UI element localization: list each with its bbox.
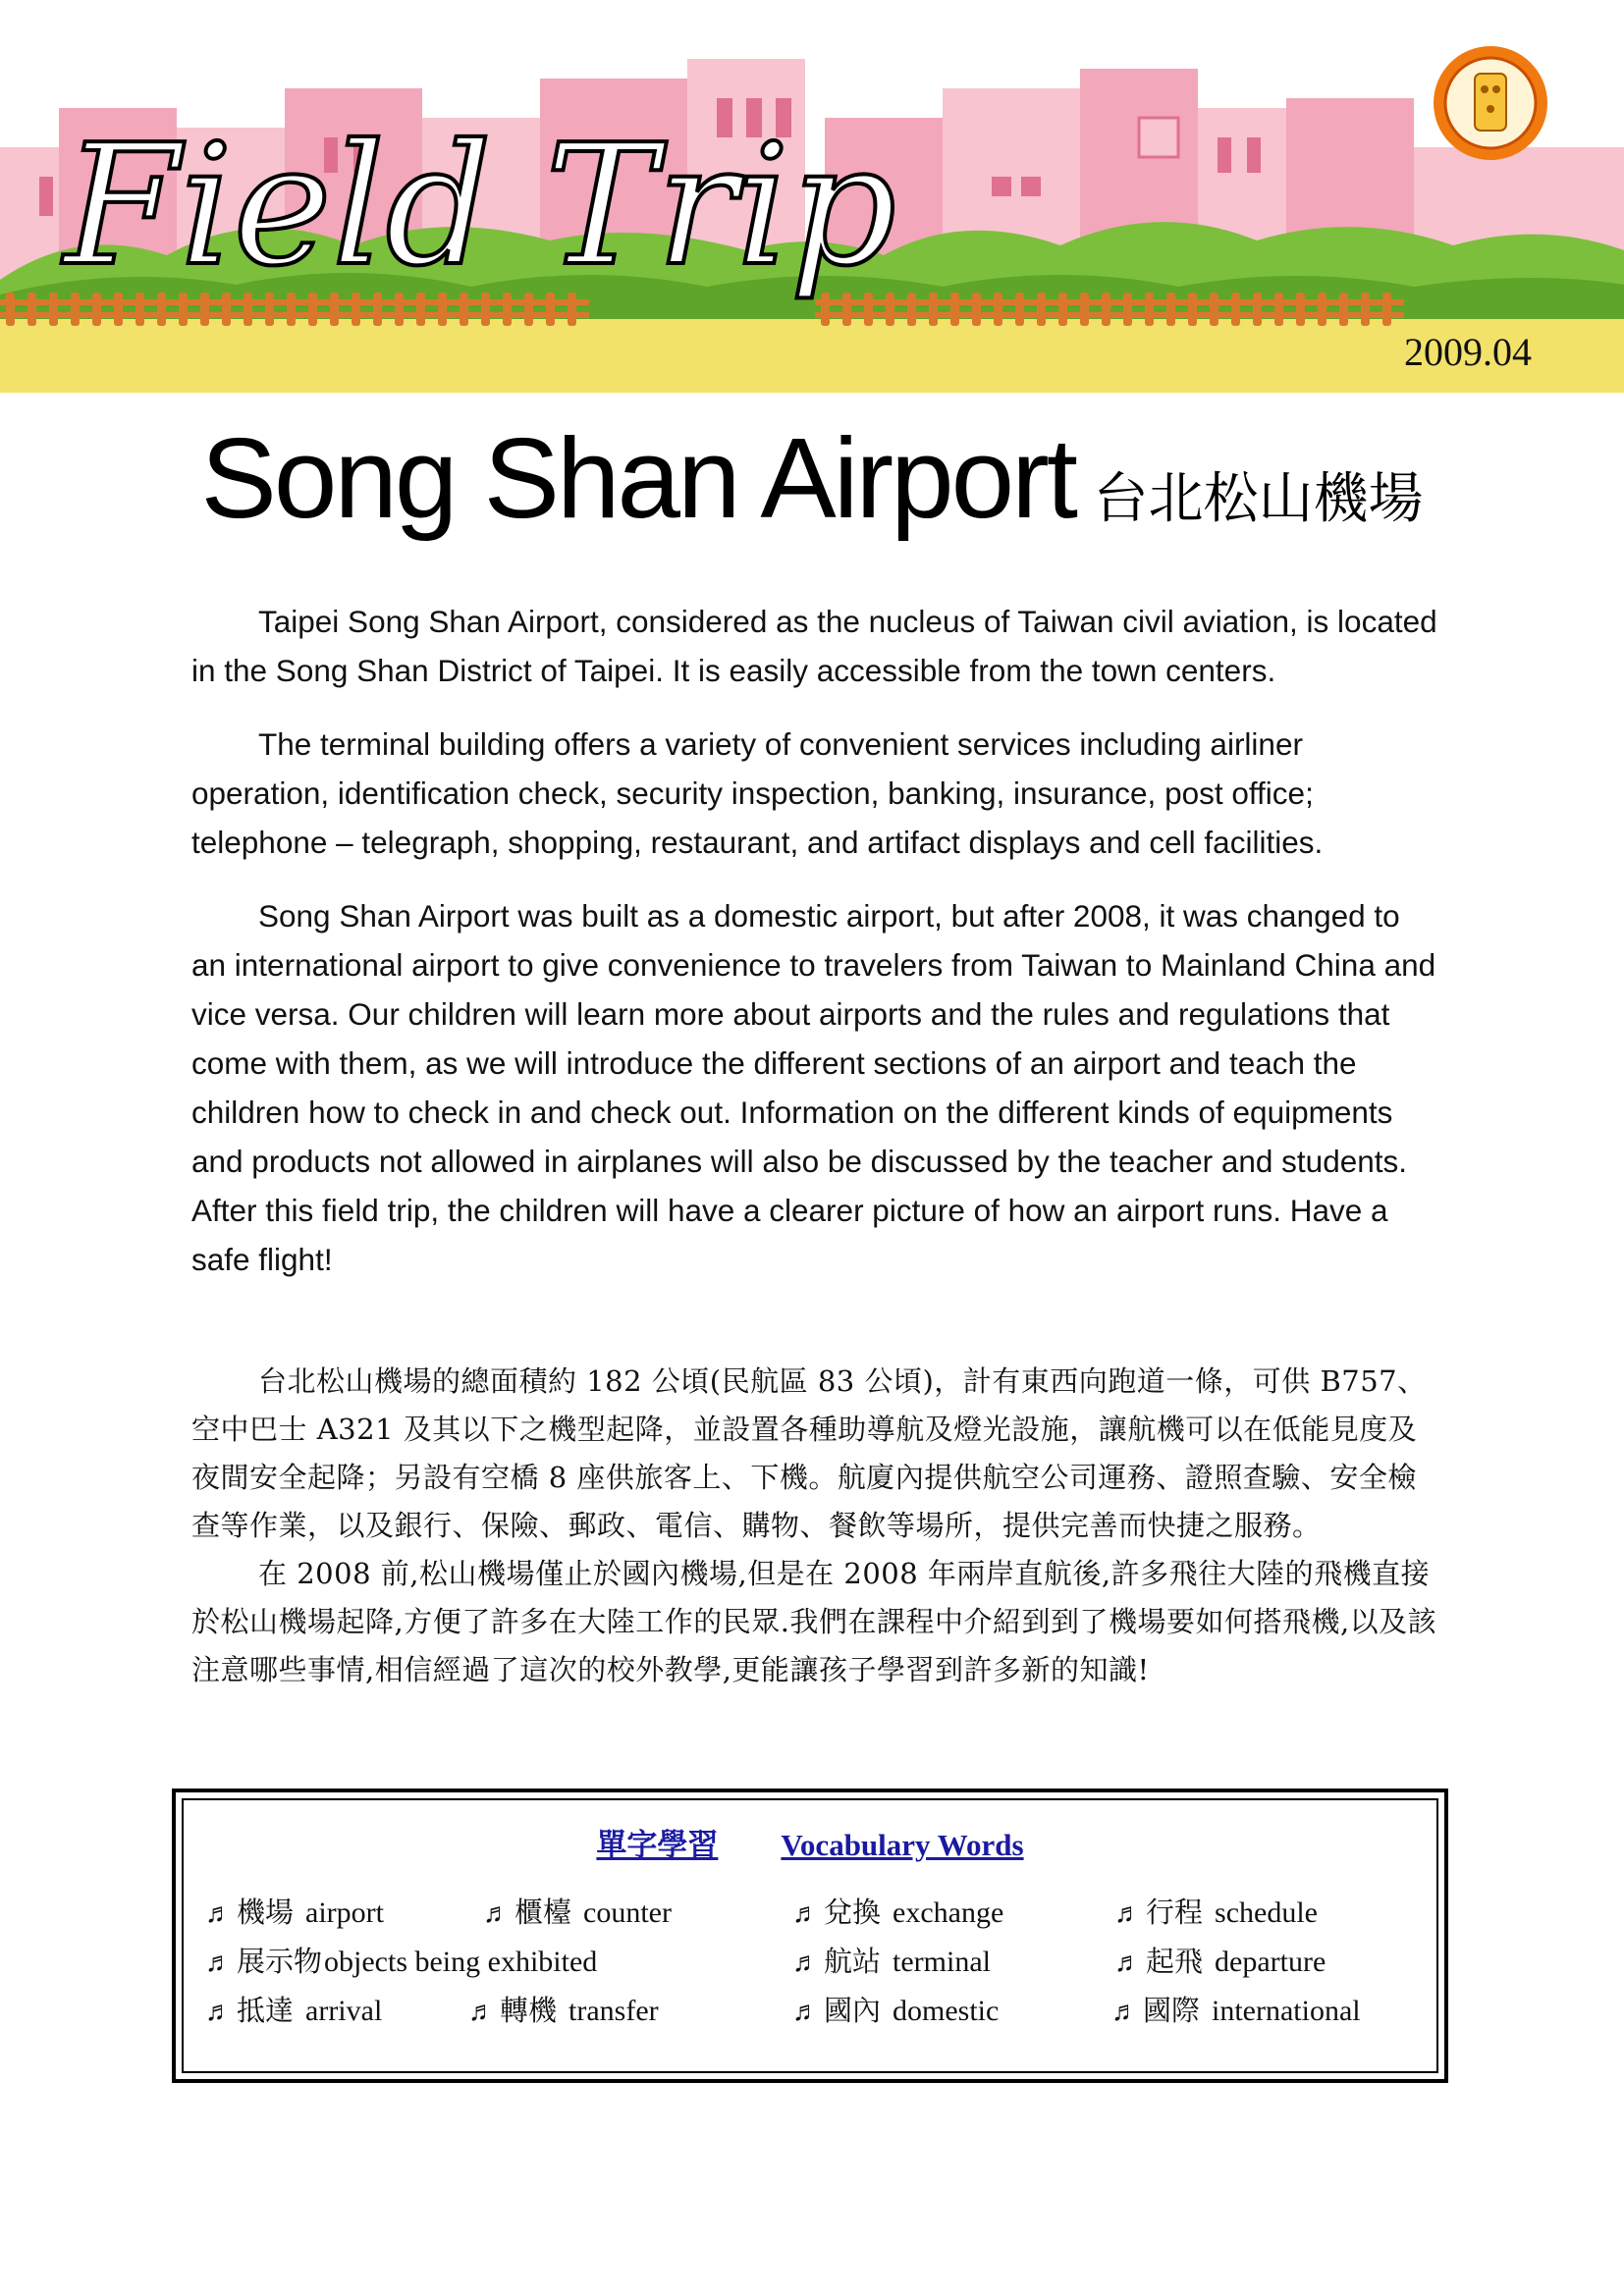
vocab-item: ♬ 櫃檯 counter xyxy=(483,1896,672,1929)
banner-scene xyxy=(0,0,1624,393)
fence-post xyxy=(1274,293,1283,326)
fence-post xyxy=(1123,293,1132,326)
fence-post xyxy=(1102,293,1110,326)
vocab-item: ♬ 行程 schedule xyxy=(1114,1896,1318,1929)
fence-post xyxy=(27,293,36,326)
fence-post xyxy=(972,293,981,326)
fence-post xyxy=(907,293,916,326)
fence-post xyxy=(1145,293,1154,326)
chinese-article xyxy=(191,1358,1438,1694)
fence-post xyxy=(1037,293,1046,326)
vocab-item: ♬ 機場 airport xyxy=(205,1896,384,1929)
vocab-item: ♬ 航站 terminal xyxy=(792,1945,991,1978)
fence-post xyxy=(1382,293,1391,326)
fence-post xyxy=(1080,293,1089,326)
school-emblem-icon xyxy=(1434,46,1547,160)
vocabulary-box xyxy=(172,1789,1448,2083)
paragraph: Taipei Song Shan Airport, considered as the nucleus of Taiwan civil aviation, is located in the Song Shan District of Taipei. It is easily accessible from the town centers. xyxy=(191,604,1437,688)
paragraph: The terminal building offers a variety of convenient services including airliner operation, identification check, security inspection, banking, insurance, post office; telephone – telegraph, shopping, restaurant, and artifact displays and cell facilities. xyxy=(191,726,1324,860)
vocabulary-title xyxy=(184,1820,1436,1864)
fence-post xyxy=(1166,293,1175,326)
music-note-icon: ♬ xyxy=(792,1997,820,2027)
fence-post xyxy=(1188,293,1197,326)
music-note-icon: ♬ xyxy=(205,1997,233,2027)
music-note-icon: ♬ xyxy=(1114,1898,1142,1929)
vocab-item: ♬ 起飛 departure xyxy=(1114,1945,1326,1978)
fence-post xyxy=(6,293,15,326)
vocabulary-title-english: Vocabulary Words xyxy=(781,1828,1024,1862)
paragraph: 台北松山機場的總面積約 182 公頃(民航區 83 公頃)，計有東西向跑道一條，可供 B757、空中巴士 A321 及其以下之機型起降，並設置各種助導航及燈光設施，讓航機可以在低能見度及夜間安全起降；另設有空橋 8 座供旅客上、下機。航廈內提供航空公司運務、證照查驗、安全檢查等作業，以及銀行、保險、郵政、電信、購物、餐飲等場所，提供完善而快捷之服務。 xyxy=(191,1364,1427,1542)
fence-post xyxy=(1361,293,1370,326)
fence-post xyxy=(1015,293,1024,326)
music-note-icon: ♬ xyxy=(205,1948,233,1978)
music-note-icon: ♬ xyxy=(205,1898,233,1929)
ground xyxy=(0,319,1624,393)
fence-post xyxy=(1339,293,1348,326)
fence-post xyxy=(1210,293,1218,326)
issue-date: 2009.04 xyxy=(1404,330,1532,374)
fence-post xyxy=(1296,293,1305,326)
english-article xyxy=(191,597,1438,1308)
music-note-icon: ♬ xyxy=(792,1948,820,1978)
fence-post xyxy=(49,293,58,326)
banner-title: Field Trip xyxy=(64,109,897,303)
fence-post xyxy=(929,293,938,326)
banner-illustration xyxy=(0,0,1624,393)
music-note-icon: ♬ xyxy=(468,1997,496,2027)
vocabulary-title-chinese: 單字學習 xyxy=(596,1828,719,1862)
paragraph: 在 2008 前,松山機場僅止於國內機場,但是在 2008 年兩岸直航後,許多飛往大陸的飛機直接於松山機場起降,方便了許多在大陸工作的民眾.我們在課程中介紹到到了機場要如何搭飛機,以及該注意哪些事情,相信經過了這次的校外教學,更能讓孩子學習到許多新的知識! xyxy=(191,1557,1437,1686)
fence-post xyxy=(1253,293,1262,326)
music-note-icon: ♬ xyxy=(792,1898,820,1929)
music-note-icon: ♬ xyxy=(1111,1997,1139,2027)
vocab-item: ♬ 國際 international xyxy=(1111,1994,1361,2027)
vocab-item: ♬ 抵達 arrival xyxy=(205,1994,383,2027)
music-note-icon: ♬ xyxy=(483,1898,511,1929)
title-chinese: 台北松山機場 xyxy=(1093,467,1424,531)
fence-post xyxy=(950,293,959,326)
vocab-item: ♬ 展示物objects being exhibited xyxy=(205,1945,598,1978)
fence-post xyxy=(1058,293,1067,326)
vocab-item: ♬ 國內 domestic xyxy=(792,1994,1000,2027)
music-note-icon: ♬ xyxy=(1114,1948,1142,1978)
vocab-item: ♬ 兌換 exchange xyxy=(792,1896,1004,1929)
fence-post xyxy=(1318,293,1326,326)
vocabulary-inner-frame xyxy=(182,1798,1438,2073)
paragraph: Song Shan Airport was built as a domestic airport, but after 2008, it was changed to an international airport to give convenience to travelers from Taiwan to Mainland China and vice versa. Our children will learn more about airports and the rules and regulations that come with them, as we will introduce the different sections of an airport and teach the children how to check in and check out. Information on the different kinds of equipments and products not allowed in airplanes will also be discussed by the teacher and students. After this field trip, the children will have a clearer picture of how an airport runs. Have a safe flight! xyxy=(191,898,1436,1277)
fence-post xyxy=(1231,293,1240,326)
page-title xyxy=(0,412,1624,544)
vocab-item: ♬ 轉機 transfer xyxy=(468,1994,659,2027)
title-english: Song Shan Airport xyxy=(200,414,1076,542)
fence-post xyxy=(994,293,1002,326)
